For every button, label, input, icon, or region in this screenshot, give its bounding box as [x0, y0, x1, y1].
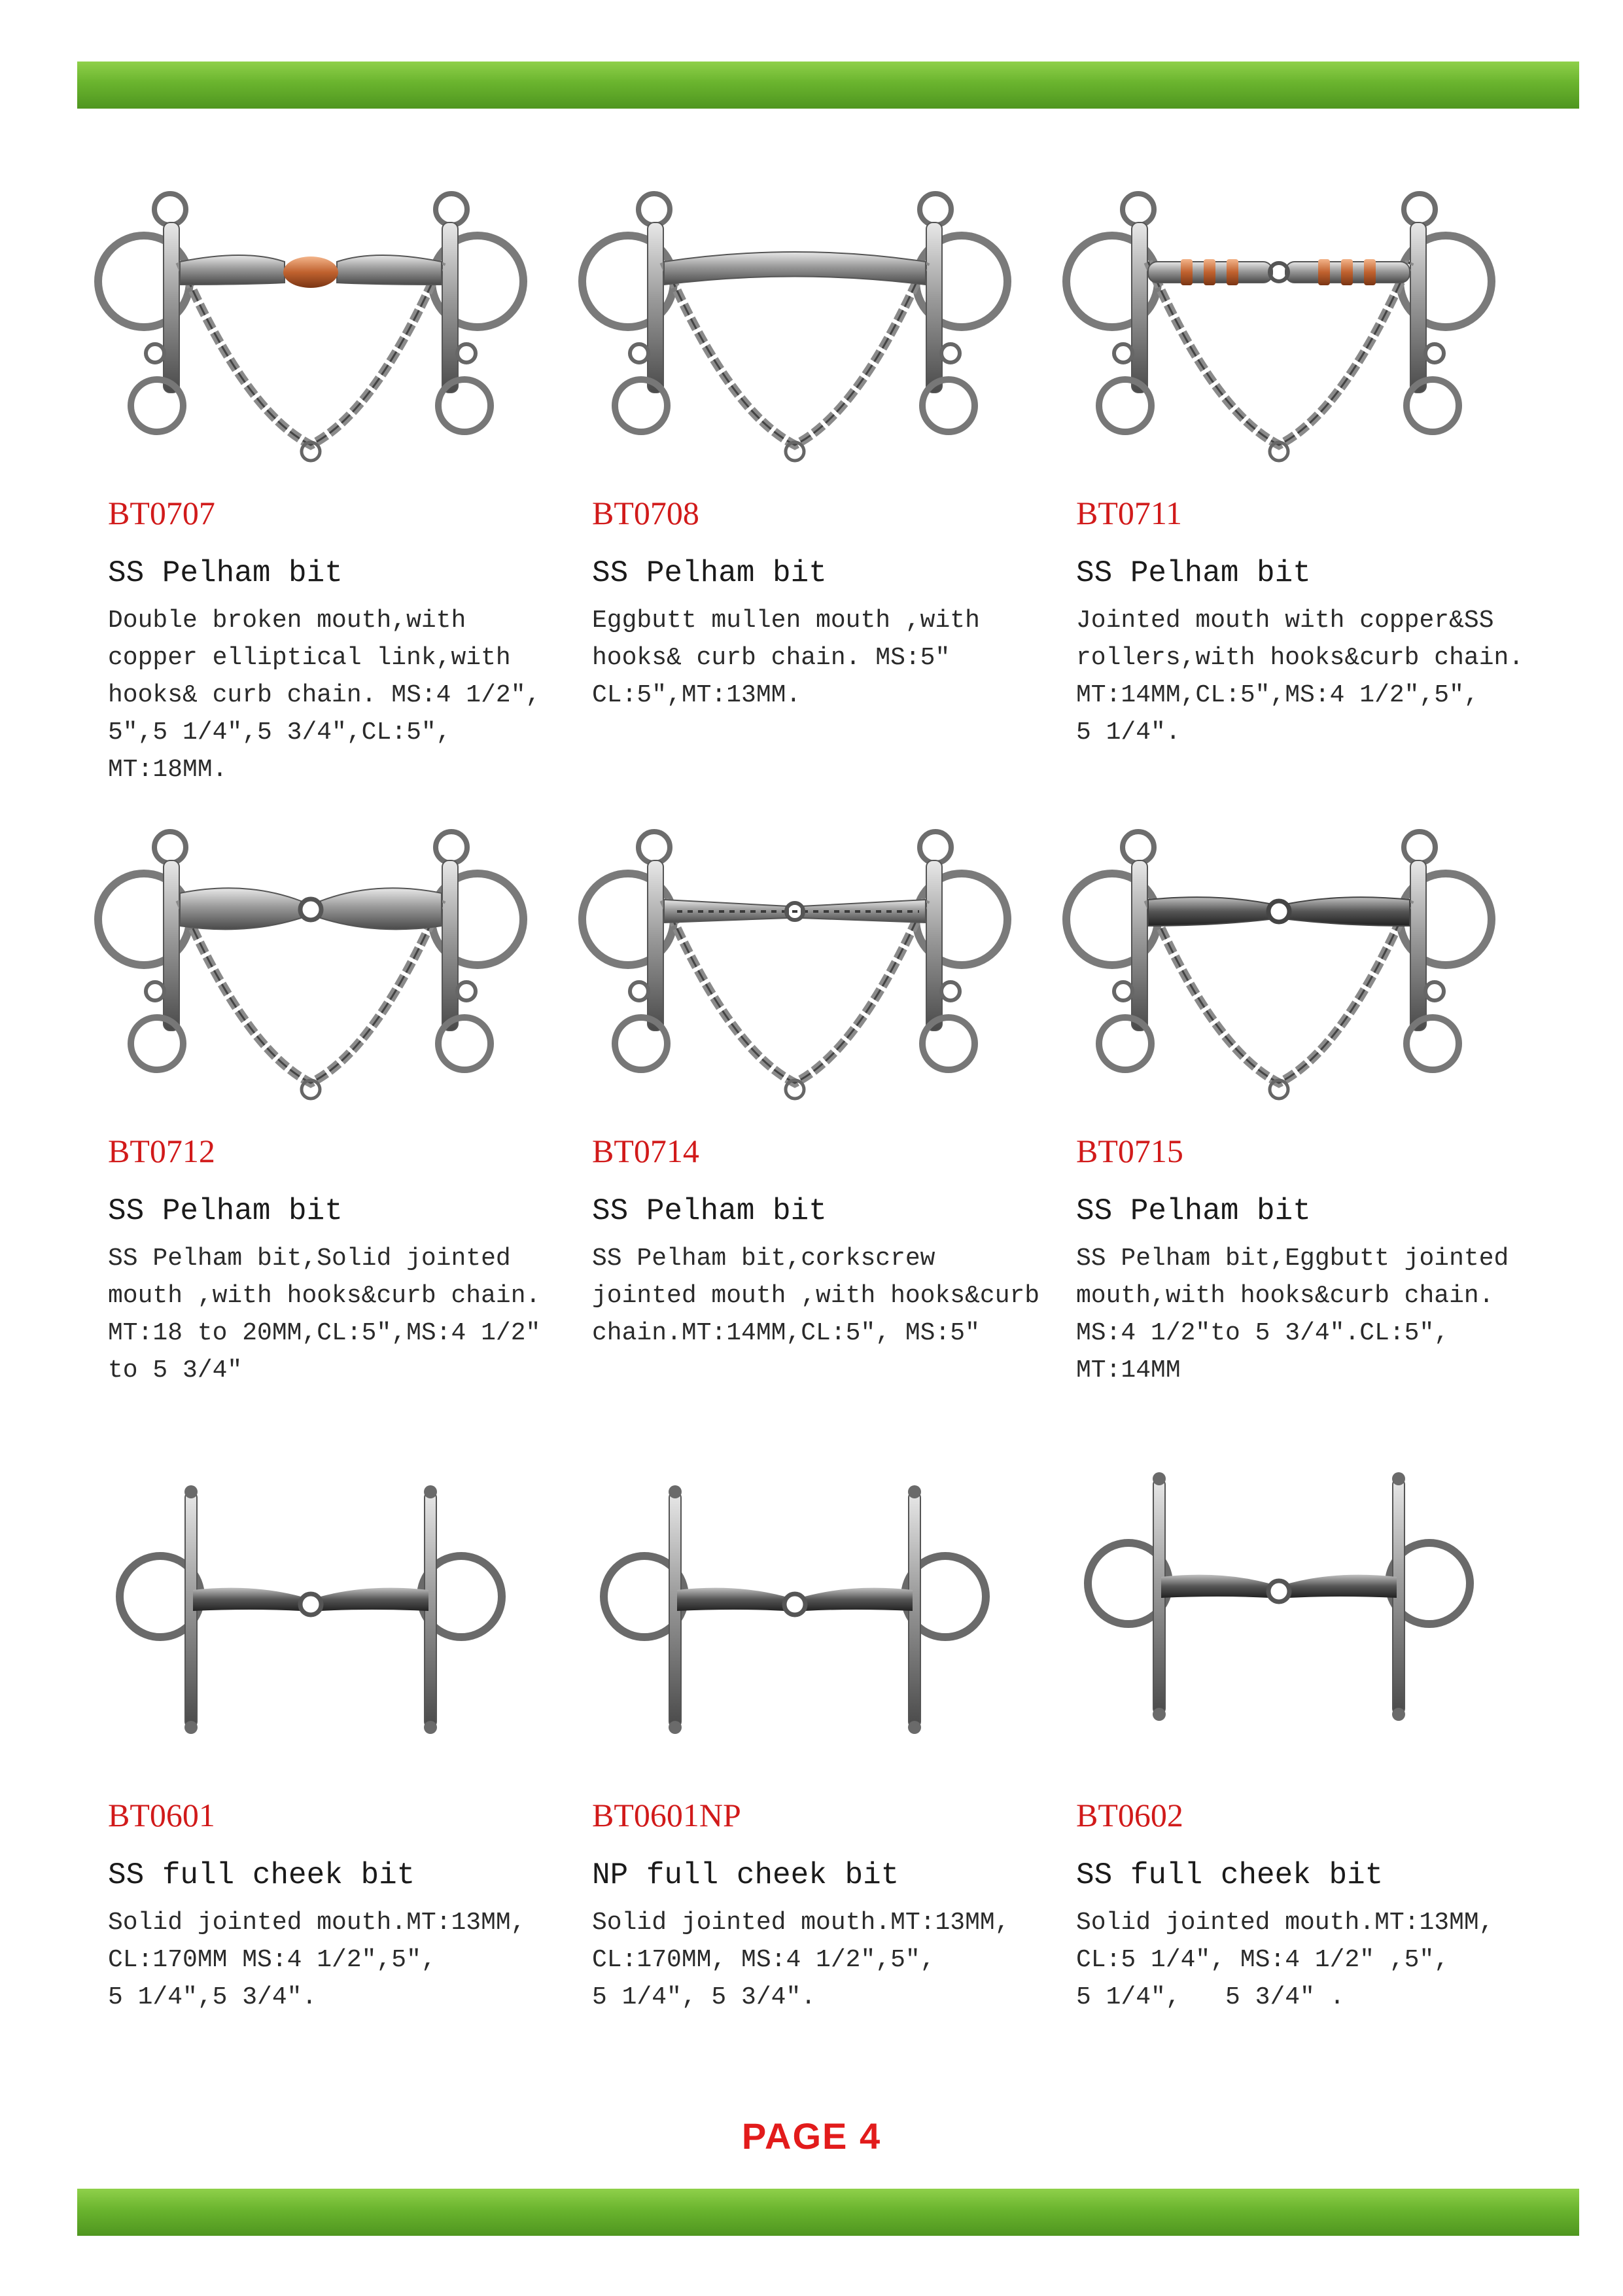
product-name: SS Pelham bit: [1076, 556, 1311, 590]
product-code: BT0712: [108, 1133, 215, 1169]
product-code: BT0601: [108, 1797, 215, 1833]
pelham-bit-mullen-photo: [566, 164, 1024, 465]
product-description: Solid jointed mouth.MT:13MM, CL:170MM MS:4 1/2″,5″, 5 1/4″,5 3/4″.: [108, 1909, 526, 2011]
pelham-bit-eggbutt-jointed-photo: [1050, 802, 1508, 1103]
header-green-bar: [77, 62, 1579, 109]
np-full-cheek-bit-photo: [566, 1466, 1024, 1767]
product-description: Solid jointed mouth.MT:13MM, CL:170MM, MS:4 1/2″,5″, 5 1/4″, 5 3/4″.: [592, 1909, 1010, 2011]
full-cheek-bit-short-photo: [1050, 1466, 1508, 1767]
product-name: SS Pelham bit: [592, 1194, 827, 1228]
product-description: SS Pelham bit,corkscrew jointed mouth ,with hooks&curb chain.MT:14MM,CL:5″, MS:5″: [592, 1245, 1040, 1347]
product-description: Double broken mouth,with copper elliptical link,with hooks& curb chain. MS:4 1/2″, 5″,5 1/4″,5 3/4″,CL:5″, MT:18MM.: [108, 607, 541, 784]
product-name: SS full cheek bit: [1076, 1858, 1384, 1892]
product-description: SS Pelham bit,Eggbutt jointed mouth,with hooks&curb chain. MS:4 1/2″to 5 3/4″.CL:5″, MT:14MM: [1076, 1245, 1509, 1385]
page-label: PAGE: [741, 2115, 848, 2157]
product-code: BT0708: [592, 495, 699, 531]
full-cheek-bit-photo: [82, 1466, 540, 1767]
page-number-value: 4: [859, 2115, 882, 2157]
product-description: Eggbutt mullen mouth ,with hooks& curb chain. MS:5″ CL:5″,MT:13MM.: [592, 607, 980, 709]
pelham-bit-corkscrew-photo: [566, 802, 1024, 1103]
product-name: SS Pelham bit: [108, 1194, 343, 1228]
product-code: BT0602: [1076, 1797, 1183, 1833]
product-name: NP full cheek bit: [592, 1858, 899, 1892]
page-number: [0, 2115, 1623, 2157]
product-name: SS Pelham bit: [1076, 1194, 1311, 1228]
product-description: Solid jointed mouth.MT:13MM, CL:5 1/4″, MS:4 1/2″ ,5″, 5 1/4″, 5 3/4″ .: [1076, 1909, 1494, 2011]
product-name: SS full cheek bit: [108, 1858, 415, 1892]
pelham-bit-copper-rollers-photo: [1050, 164, 1508, 465]
pelham-bit-solid-jointed-photo: [82, 802, 540, 1103]
product-code: BT0715: [1076, 1133, 1183, 1169]
product-code: BT0711: [1076, 495, 1183, 531]
product-description: SS Pelham bit,Solid jointed mouth ,with hooks&curb chain. MT:18 to 20MM,CL:5″,MS:4 1/2″ to 5 3/4″: [108, 1245, 541, 1385]
product-code: BT0707: [108, 495, 215, 531]
footer-green-bar: [77, 2189, 1579, 2236]
product-code: BT0714: [592, 1133, 699, 1169]
product-description: Jointed mouth with copper&SS rollers,with hooks&curb chain. MT:14MM,CL:5″,MS:4 1/2″,5″, 5 1/4″.: [1076, 607, 1524, 747]
product-name: SS Pelham bit: [592, 556, 827, 590]
pelham-bit-copper-link-photo: [82, 164, 540, 465]
product-code: BT0601NP: [592, 1797, 741, 1833]
product-name: SS Pelham bit: [108, 556, 343, 590]
